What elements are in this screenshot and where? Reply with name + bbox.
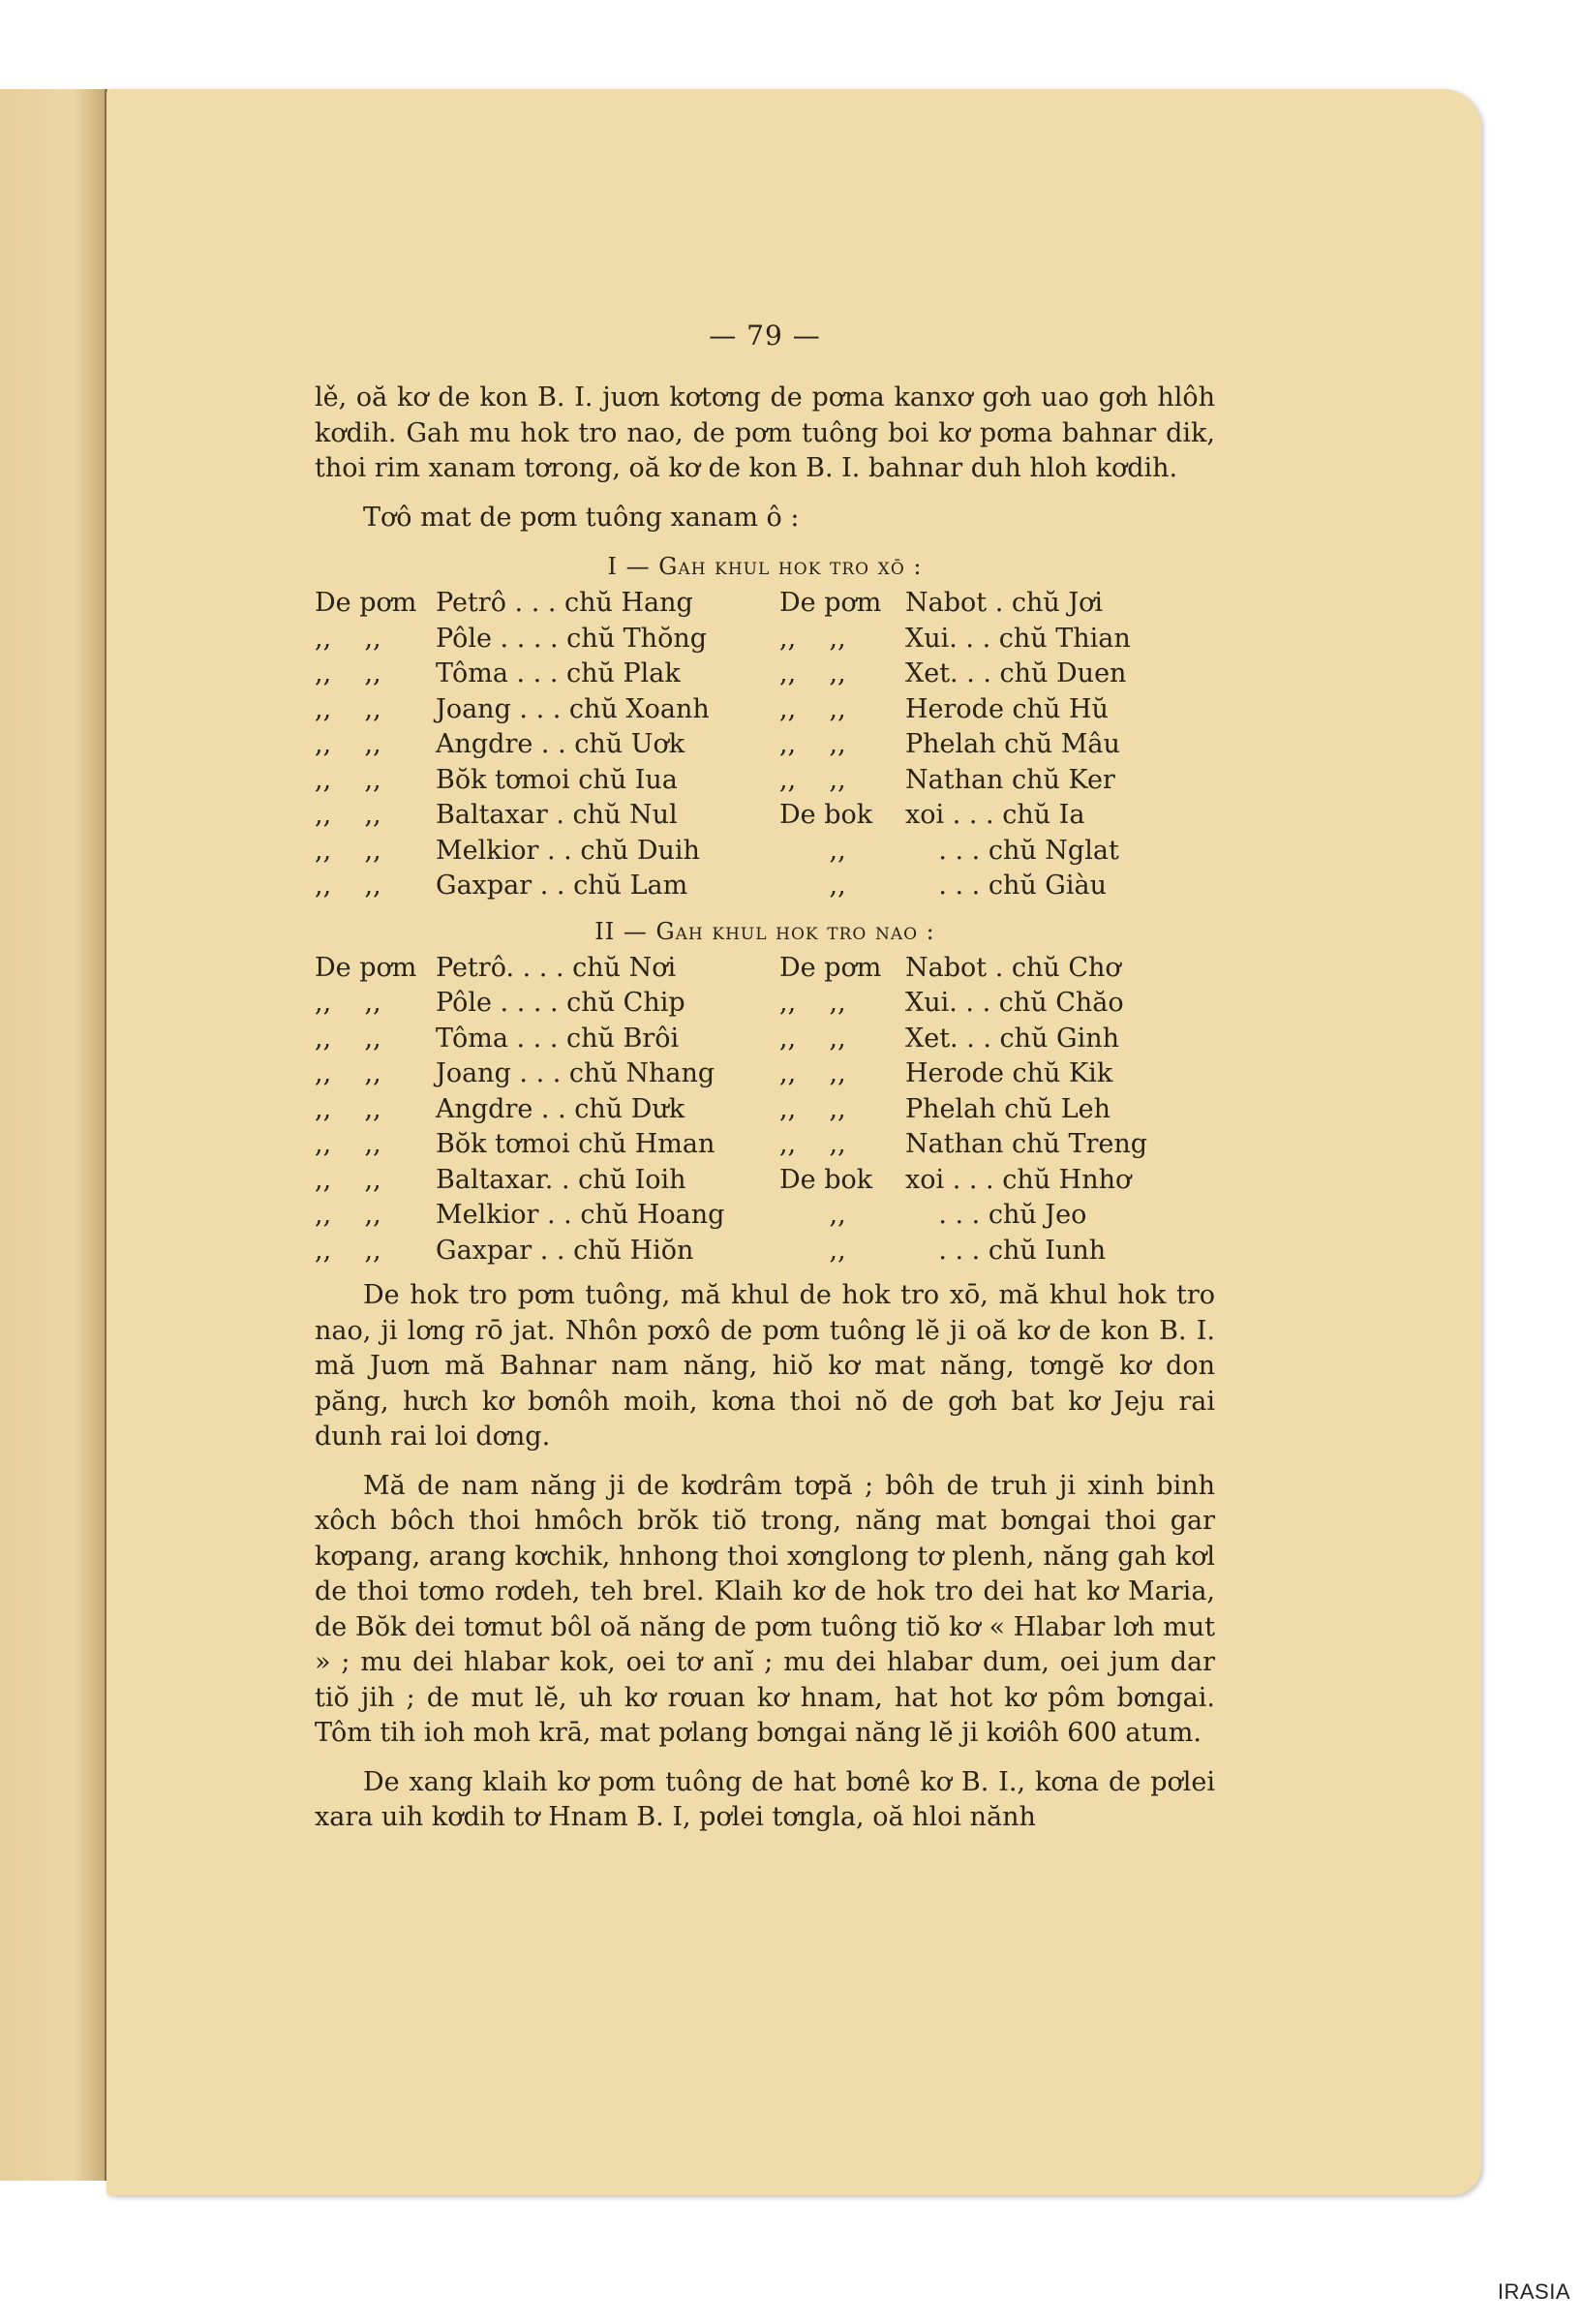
row-entry: Pôle . . . . chŭ Chip xyxy=(436,988,685,1018)
row-entry: Xet. . . chŭ Duen xyxy=(905,658,1127,688)
row-prefix: ,, ,, xyxy=(315,871,381,901)
row-prefix: De pơm xyxy=(315,952,417,983)
row-prefix: ,, ,, xyxy=(315,1023,381,1054)
row-entry: Melkior . . chŭ Hoang xyxy=(436,1200,725,1230)
list-row xyxy=(315,1022,779,1057)
list-row xyxy=(779,798,1215,834)
intro-paragraph: lě, oă kơ de kon B. I. juơn kơtơng de pơma kanxơ gơh uao gơh hlôh kơdih. Gah mu hok tro nao, de pơm tuông boi kơ pơma bahnar dik, thoi rim xanam tơrong, oă kơ de kon B. I. bahnar duh hloh kơdih. xyxy=(315,382,1215,483)
row-entry: Petrô. . . . chŭ Nơi xyxy=(436,952,677,983)
row-entry: Bŏk tơmoi chŭ Hman xyxy=(436,1129,715,1159)
row-entry: Baltaxar. . chŭ Ioih xyxy=(436,1164,686,1195)
row-entry: Phelah chŭ Leh xyxy=(905,1093,1111,1124)
section-two-left-column xyxy=(315,951,779,1269)
list-row xyxy=(315,951,779,987)
row-entry: . . . chŭ Iunh xyxy=(905,1235,1107,1266)
row-entry: Nathan chŭ Ker xyxy=(905,764,1115,795)
row-entry: Nabot . chŭ Jơi xyxy=(905,588,1104,618)
row-entry: . . . chŭ Nglat xyxy=(905,835,1119,866)
list-row xyxy=(315,1056,779,1092)
list-row xyxy=(315,834,779,870)
row-prefix: ,, ,, xyxy=(779,658,846,688)
list-row xyxy=(779,622,1215,657)
row-entry: Gaxpar . . chŭ Hiŏn xyxy=(436,1235,694,1266)
row-entry: Angdre . . chŭ Dưk xyxy=(436,1093,685,1124)
row-prefix: De pơm xyxy=(779,952,882,983)
row-entry: Nabot . chŭ Chơ xyxy=(905,952,1121,983)
row-entry: Herode chŭ Hŭ xyxy=(905,693,1109,724)
page-text xyxy=(315,320,1215,1836)
row-entry: Nathan chŭ Treng xyxy=(905,1129,1148,1159)
row-prefix: ,, ,, xyxy=(779,1129,846,1159)
section-one-right-column xyxy=(779,586,1215,904)
row-entry: Joang . . . chŭ Nhang xyxy=(436,1058,715,1088)
row-prefix: ,, ,, xyxy=(315,729,381,759)
row-prefix: ,, ,, xyxy=(315,1164,381,1195)
paragraph-one: De hok tro pơm tuông, mă khul de hok tro xō, mă khul hok tro nao, ji lơng rō jat. Nhôn pơxô de pơm tuông lĕ ji oă kơ de kon B. I. mă Juơn mă Bahnar nam năng, hiŏ kơ mat năng, tơngĕ kơ don păng, hưch kơ bơnôh moih, kơna thoi nŏ de gơh bat kơ Jeju rai dunh rai loi dơng. xyxy=(315,1280,1215,1452)
row-entry: Bŏk tơmoi chŭ Iua xyxy=(436,764,678,795)
row-entry: . . . chŭ Jeo xyxy=(905,1200,1087,1230)
section-one-heading: I — Gah khul hok tro xō : xyxy=(607,553,923,580)
row-entry: Xui. . . chŭ Thian xyxy=(905,623,1131,654)
list-row xyxy=(315,1163,779,1199)
list-row xyxy=(779,1022,1215,1057)
list-row xyxy=(315,763,779,799)
row-prefix: ,, ,, xyxy=(315,693,381,724)
row-prefix: ,, ,, xyxy=(779,1093,846,1124)
row-entry: . . . chŭ Giàu xyxy=(905,871,1107,901)
list-row xyxy=(315,1234,779,1269)
list-row xyxy=(779,657,1215,692)
row-entry: Melkior . . chŭ Duih xyxy=(436,835,700,866)
list-row xyxy=(779,834,1215,870)
row-prefix: De bok xyxy=(779,1164,873,1195)
row-prefix: De pơm xyxy=(315,588,417,618)
list-row xyxy=(779,692,1215,728)
row-prefix: ,, ,, xyxy=(315,623,381,654)
list-row xyxy=(315,586,779,622)
row-entry: Gaxpar . . chŭ Lam xyxy=(436,871,688,901)
watermark: IRASIA xyxy=(1497,2279,1570,2304)
row-prefix: ,, ,, xyxy=(315,764,381,795)
row-entry: Joang . . . chŭ Xoanh xyxy=(436,693,710,724)
row-prefix: ,, ,, xyxy=(779,623,846,654)
section-two-right-column xyxy=(779,951,1215,1269)
list-row xyxy=(779,1234,1215,1269)
row-prefix: ,, ,, xyxy=(779,764,846,795)
row-prefix: ,, ,, xyxy=(779,1023,846,1054)
list-row xyxy=(315,1127,779,1163)
list-row xyxy=(779,869,1215,904)
list-row xyxy=(315,727,779,763)
row-prefix: ,, ,, xyxy=(315,835,381,866)
row-prefix: ,, ,, xyxy=(779,988,846,1018)
list-row xyxy=(779,951,1215,987)
row-entry: xoi . . . chŭ Ia xyxy=(905,800,1085,830)
row-prefix: ,, xyxy=(779,835,846,866)
list-row xyxy=(779,986,1215,1022)
list-row xyxy=(779,1056,1215,1092)
row-prefix: ,, xyxy=(779,1235,846,1266)
row-entry: Herode chŭ Kik xyxy=(905,1058,1113,1088)
list-row xyxy=(315,622,779,657)
list-row xyxy=(315,692,779,728)
lead-in-line: Tơô mat de pơm tuông xanam ô : xyxy=(363,502,800,533)
row-prefix: ,, xyxy=(779,1200,846,1230)
row-prefix: ,, ,, xyxy=(315,1093,381,1124)
section-one-list xyxy=(315,586,1215,904)
row-prefix: ,, ,, xyxy=(315,1200,381,1230)
row-prefix: ,, xyxy=(779,871,846,901)
row-prefix: ,, ,, xyxy=(779,693,846,724)
list-row xyxy=(315,986,779,1022)
row-prefix: De pơm xyxy=(779,588,882,618)
row-prefix: ,, ,, xyxy=(315,1235,381,1266)
list-row xyxy=(315,798,779,834)
list-row xyxy=(315,1198,779,1234)
row-entry: Tôma . . . chŭ Brôi xyxy=(436,1023,680,1054)
row-prefix: ,, ,, xyxy=(315,1129,381,1159)
list-row xyxy=(315,1092,779,1128)
row-prefix: ,, ,, xyxy=(315,1058,381,1088)
row-prefix: De bok xyxy=(779,800,873,830)
section-two-heading: II — Gah khul hok tro nao : xyxy=(594,917,935,945)
paragraph-two: Mă de nam năng ji de kơdrâm tơpă ; bôh de truh ji xinh binh xôch bôch thoi hmôch brŏk tiŏ trong, năng mat bơngai thoi gar kơpang, arang kơchik, hnhong thoi xơnglong tơ plenh, năng gah kơl de thoi tơmo rơdeh, teh brel. Klaih kơ de hok tro dei hat kơ Maria, de Bŏk dei tơmut bôl oă năng de pơm tuông tiŏ kơ « Hlabar lơh mut » ; mu dei hlabar kok, oei tơ anĭ ; mu dei hlabar dum, oei jum dar tiŏ jih ; de mut lĕ, uh kơ rơuan kơ hnam, hat hot kơ pôm bơngai. Tôm tih ioh moh krā, mat pơlang bơngai năng lĕ ji kơiôh 600 atum. xyxy=(315,1470,1215,1748)
paragraph-three: De xang klaih kơ pơm tuông de hat bơnê kơ B. I., kơna de pơlei xara uih kơdih tơ Hnam B. I, pơlei tơngla, oă hloi nănh xyxy=(315,1766,1215,1832)
list-row xyxy=(779,1163,1215,1199)
list-row xyxy=(779,586,1215,622)
row-prefix: ,, ,, xyxy=(315,800,381,830)
row-prefix: ,, ,, xyxy=(315,988,381,1018)
list-row xyxy=(779,1198,1215,1234)
row-entry: Pôle . . . . chŭ Thŏng xyxy=(436,623,707,654)
row-entry: Xet. . . chŭ Ginh xyxy=(905,1023,1120,1054)
row-prefix: ,, ,, xyxy=(779,1058,846,1088)
list-row xyxy=(779,1092,1215,1128)
row-entry: Phelah chŭ Mâu xyxy=(905,729,1120,759)
row-prefix: ,, ,, xyxy=(315,658,381,688)
row-prefix: ,, ,, xyxy=(779,729,846,759)
left-page-edge xyxy=(0,89,107,2181)
row-entry: Angdre . . chŭ Uơk xyxy=(436,729,685,759)
section-one-left-column xyxy=(315,586,779,904)
row-entry: Petrô . . . chŭ Hang xyxy=(436,588,693,618)
list-row xyxy=(779,1127,1215,1163)
list-row xyxy=(779,763,1215,799)
row-entry: Tôma . . . chŭ Plak xyxy=(436,658,681,688)
page-number: — 79 — xyxy=(709,320,821,352)
list-row xyxy=(315,869,779,904)
row-entry: Baltaxar . chŭ Nul xyxy=(436,800,678,830)
row-entry: xoi . . . chŭ Hnhơ xyxy=(905,1164,1132,1195)
section-two-list xyxy=(315,951,1215,1269)
row-entry: Xui. . . chŭ Chăo xyxy=(905,988,1124,1018)
list-row xyxy=(779,727,1215,763)
list-row xyxy=(315,657,779,692)
